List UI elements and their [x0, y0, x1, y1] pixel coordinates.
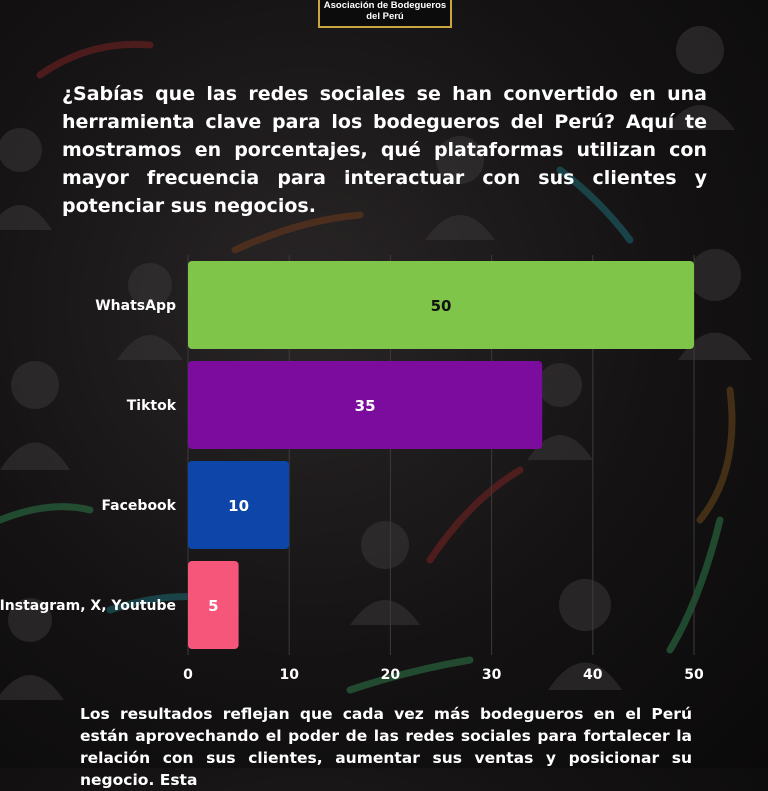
x-tick-label: 40 [583, 667, 603, 683]
value-label: 10 [228, 497, 250, 515]
outro-paragraph: Los resultados reflejan que cada vez más bodegueros en el Perú están aprovechando el poder de las redes sociales para fortalecer la relación con sus clientes, aumentar sus ventas y posicionar su negocio. Esta [80, 705, 692, 789]
chart-labels [0, 297, 704, 683]
chart-bars [188, 261, 694, 649]
x-tick-label: 20 [380, 667, 401, 683]
value-label: 35 [354, 397, 376, 415]
value-label: 5 [208, 597, 219, 615]
category-label: Instagram, X, Youtube [0, 598, 176, 614]
logo-text-line2: del Perú [366, 11, 404, 22]
category-label: Tiktok [126, 398, 176, 414]
x-tick-label: 30 [481, 667, 502, 683]
x-tick-label: 10 [279, 667, 299, 683]
bar-chart [0, 240, 768, 683]
x-tick-label: 0 [183, 667, 193, 683]
value-label: 50 [430, 297, 452, 315]
category-label: WhatsApp [95, 298, 176, 314]
intro-paragraph: ¿Sabías que las redes sociales se han convertido en una herramienta clave para los bodegueros del Perú? Aquí te mostramos en porcentajes, qué plataformas utilizan con mayor frecuencia para interactuar con sus clientes y potenciar sus negocios. [62, 83, 707, 217]
association-logo [318, 0, 452, 28]
x-tick-label: 50 [684, 667, 704, 683]
category-label: Facebook [101, 498, 176, 514]
logo-text-line1: Asociación de Bodegueros [323, 0, 447, 11]
